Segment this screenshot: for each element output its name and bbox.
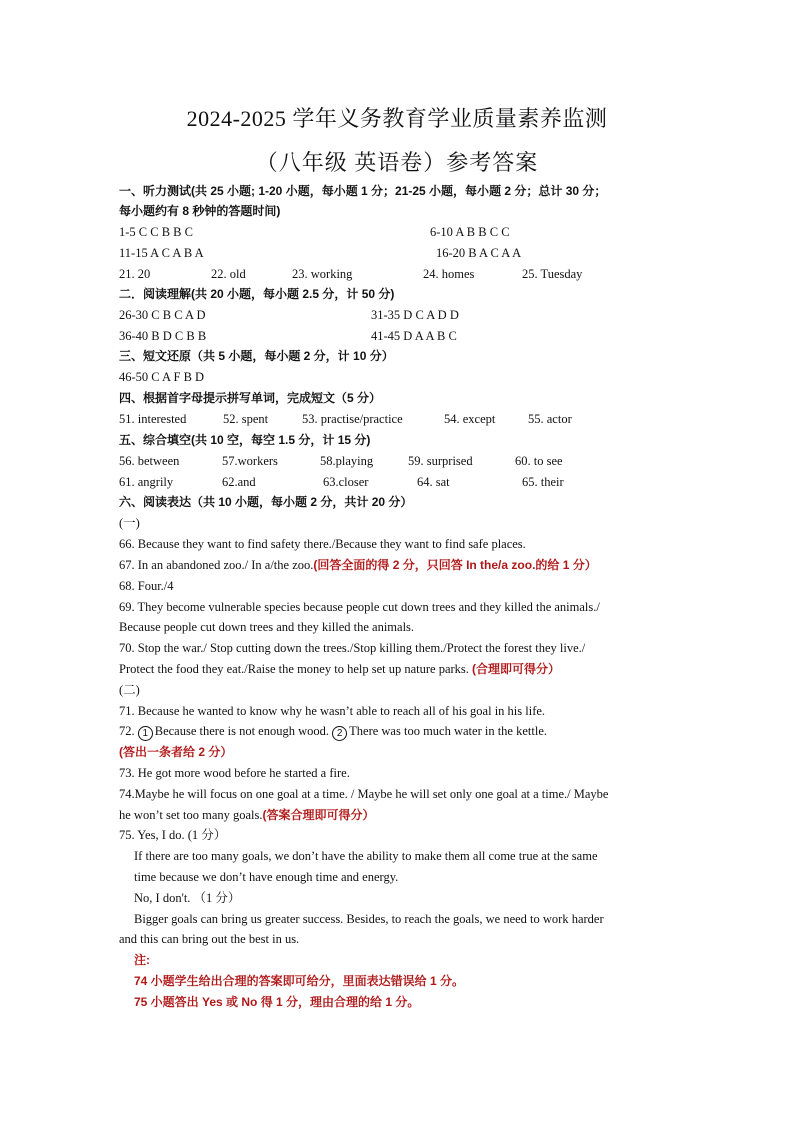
- answers-31-35: 31-35 D C A D D: [371, 308, 459, 322]
- answers-46-50: 46-50 C A F B D: [119, 370, 205, 384]
- answer-25: 25. Tuesday: [522, 267, 583, 281]
- answer-70-text: Protect the food they eat./Raise the money to help set up nature parks.: [119, 662, 469, 676]
- answer-60: 60. to see: [515, 454, 563, 468]
- section-6-heading: 六、阅读表达（共 10 小题，每小题 2 分，共计 20 分）: [119, 495, 413, 509]
- answer-65: 65. their: [522, 475, 564, 489]
- answers-41-45: 41-45 D A A B C: [371, 329, 457, 343]
- answer-67-note: (回答全面的得 2 分，只回答 In the/a zoo.的给 1 分）: [313, 558, 597, 572]
- answer-70-note: (合理即可得分）: [472, 662, 561, 676]
- answer-67-text: 67. In an abandoned zoo./ In a/the zoo.: [119, 558, 314, 572]
- note-75: 75 小题答出 Yes 或 No 得 1 分，理由合理的给 1 分。: [134, 995, 420, 1009]
- answer-51: 51. interested: [119, 412, 187, 426]
- note-label: 注:: [134, 953, 150, 967]
- answer-70-line-1: 70. Stop the war./ Stop cutting down the trees./Stop killing them./Protect the forest they live./: [119, 641, 586, 655]
- part-1-label: (一): [119, 516, 140, 530]
- answer-72-prefix: 72.: [119, 724, 135, 738]
- answer-22: 22. old: [211, 267, 246, 281]
- answer-72-point-2: There was too much water in the kettle.: [349, 724, 547, 738]
- section-3-heading: 三、短文还原（共 5 小题，每小题 2 分，计 10 分）: [119, 349, 394, 363]
- answer-75-yes-reason-1: If there are too many goals, we don’t have the ability to make them all come true at the same: [134, 849, 598, 863]
- answer-21: 21. 20: [119, 267, 151, 281]
- answer-71: 71. Because he wanted to know why he wasn’t able to reach all of his goal in his life.: [119, 704, 546, 718]
- answers-36-40: 36-40 B D C B B: [119, 329, 207, 343]
- circled-number-1: 1: [138, 726, 153, 741]
- answer-52: 52. spent: [223, 412, 269, 426]
- answer-75-no-reason-1: Bigger goals can bring us greater success. Besides, to reach the goals, we need to work harder: [134, 912, 604, 926]
- answer-67: [119, 557, 597, 573]
- section-5-heading: 五、综合填空(共 10 空，每空 1.5 分，计 15 分): [119, 433, 371, 447]
- answer-70-line-2: [119, 661, 560, 677]
- answer-61: 61. angrily: [119, 475, 174, 489]
- note-74: 74 小题学生给出合理的答案即可给分，里面表达错误给 1 分。: [134, 974, 465, 988]
- answer-75-no: No, I don't. （1 分）: [134, 891, 241, 905]
- part-2-label: (二): [119, 683, 140, 697]
- answer-72: [119, 723, 547, 741]
- answer-73: 73. He got more wood before he started a fire.: [119, 766, 350, 780]
- answer-63: 63.closer: [323, 475, 369, 489]
- answer-56: 56. between: [119, 454, 180, 468]
- answer-75-no-reason-2: and this can bring out the best in us.: [119, 932, 300, 946]
- answer-72-point-1: Because there is not enough wood.: [154, 724, 330, 738]
- answer-59: 59. surprised: [408, 454, 473, 468]
- section-2-heading: 二．阅读理解(共 20 小题，每小题 2.5 分，计 50 分): [119, 287, 395, 301]
- page-subtitle: （八年级 英语卷）参考答案: [255, 150, 539, 175]
- answer-66: 66. Because they want to find safety there./Because they want to find safe places.: [119, 537, 526, 551]
- answer-58: 58.playing: [320, 454, 374, 468]
- answer-53: 53. practise/practice: [302, 412, 403, 426]
- answer-69-line-1: 69. They become vulnerable species because people cut down trees and they killed the animals./: [119, 600, 600, 614]
- answer-57: 57.workers: [222, 454, 278, 468]
- answer-75: 75. Yes, I do. (1 分）: [119, 828, 227, 842]
- answer-68: 68. Four./4: [119, 579, 174, 593]
- section-4-heading: 四、根据首字母提示拼写单词，完成短文（5 分）: [119, 391, 382, 405]
- answers-1-5: 1-5 C C B B C: [119, 225, 193, 239]
- answers-16-20: 16-20 B A C A A: [436, 246, 522, 260]
- answer-62: 62.and: [222, 475, 256, 489]
- answer-64: 64. sat: [417, 475, 450, 489]
- answer-24: 24. homes: [423, 267, 475, 281]
- section-1-heading-cont: 每小题约有 8 秒钟的答题时间): [119, 204, 281, 218]
- answer-74-text: he won’t set too many goals.: [119, 808, 263, 822]
- answers-26-30: 26-30 C B C A D: [119, 308, 206, 322]
- answer-74-note: (答案合理即可得分）: [262, 808, 375, 822]
- answer-55: 55. actor: [528, 412, 572, 426]
- answer-74-line-2: [119, 807, 375, 823]
- answer-69-line-2: Because people cut down trees and they killed the animals.: [119, 620, 415, 634]
- page-title: 2024-2025 学年义务教育学业质量素养监测: [186, 106, 608, 131]
- answers-6-10: 6-10 A B B C C: [430, 225, 510, 239]
- answer-75-yes-reason-2: time because we don’t have enough time and energy.: [134, 870, 399, 884]
- answer-72-note: (答出一条者给 2 分）: [119, 745, 233, 759]
- section-1-heading: 一、听力测试(共 25 小题; 1-20 小题，每小题 1 分；21-25 小题，每小题 2 分；总计 30 分；: [119, 184, 607, 198]
- answer-54: 54. except: [444, 412, 496, 426]
- answer-23: 23. working: [292, 267, 353, 281]
- answer-74-line-1: 74.Maybe he will focus on one goal at a time. / Maybe he will set only one goal at a time./ Maybe: [119, 787, 609, 801]
- circled-number-2: 2: [332, 726, 347, 741]
- answers-11-15: 11-15 A C A B A: [119, 246, 204, 260]
